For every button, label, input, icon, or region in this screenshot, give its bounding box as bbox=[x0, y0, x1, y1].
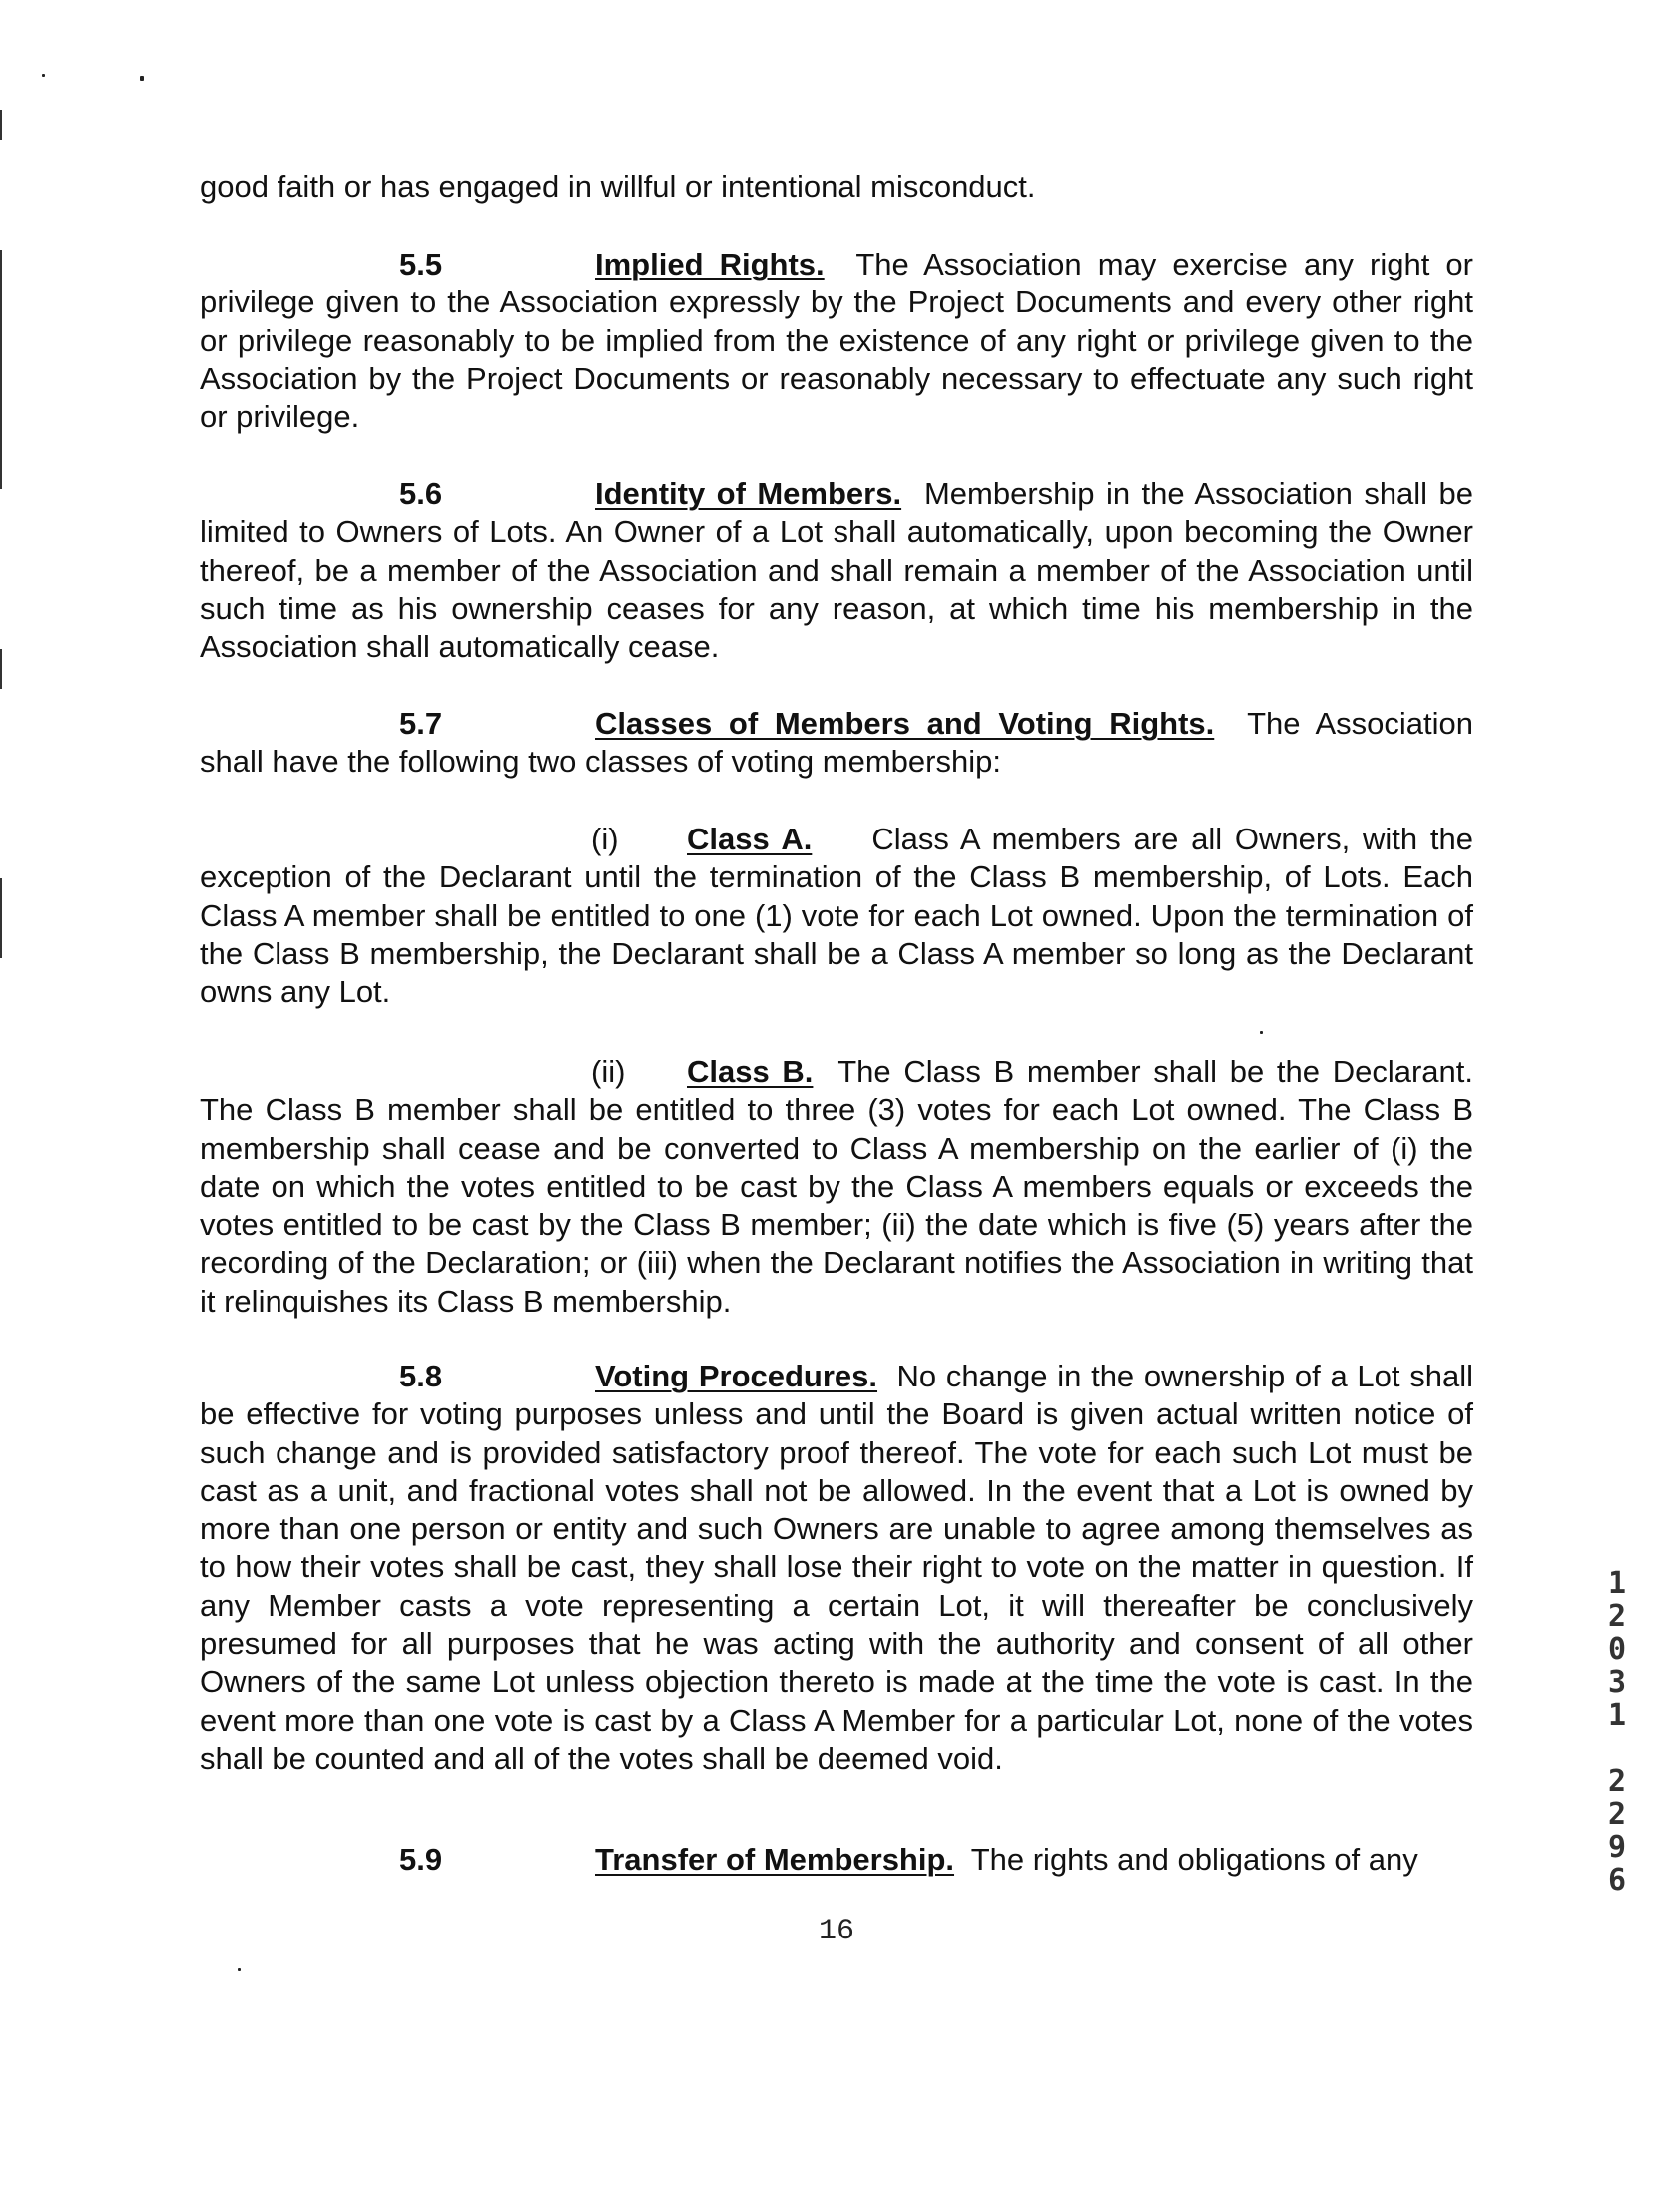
section-body: The Association may exercise any right or privilege given to the Association expressly by the Project Documents and every other right or privilege reasonably to be implied from the existence of any right or privilege given to the Association by the Project Documents or reasonably necessary to effectuate any such right or privilege. bbox=[200, 247, 1473, 435]
section-body: Membership in the Association shall be limited to Owners of Lots. An Owner of a Lot shall automatically, upon becoming the Owner thereof, be a member of the Association and shall remain a member of the Association until such time as his ownership ceases for any reason, at which time his membership in the Association shall automatically cease. bbox=[200, 476, 1473, 665]
subsection-title: Class A. bbox=[687, 822, 813, 856]
section-number: 5.9 bbox=[399, 1842, 443, 1877]
stamp-digit: 6 bbox=[1607, 1863, 1627, 1898]
recording-stamp-group-2 bbox=[1599, 1765, 1635, 1897]
stamp-digit: 1 bbox=[1607, 1698, 1627, 1733]
stamp-digit: 1 bbox=[1607, 1566, 1627, 1601]
stamp-digit: 9 bbox=[1607, 1830, 1627, 1865]
section-title: Implied Rights. bbox=[595, 247, 825, 281]
section-number: 5.8 bbox=[399, 1359, 443, 1393]
stamp-digit: 2 bbox=[1607, 1764, 1627, 1799]
scan-edge-mark bbox=[0, 250, 2, 489]
section-5-7 bbox=[200, 705, 1473, 782]
scan-speck bbox=[238, 1968, 241, 1971]
subsection-body: The Class B member shall be the Declarant. The Class B member shall be entitled to three (3) votes for each Lot owned. The Class B membership shall cease and be converted to Class A membership on the earlier of (i) the date on which the votes entitled to be cast by the Class A members equals or exceeds the votes entitled to be cast by the Class B member; (ii) the date which is five (5) years after the recording of the Declaration; or (iii) when the Declarant notifies the Association in writing that it relinquishes its Class B membership. bbox=[200, 1054, 1473, 1319]
continuation-paragraph bbox=[200, 168, 1473, 206]
section-5-6 bbox=[200, 475, 1473, 666]
subsection-title: Class B. bbox=[687, 1054, 814, 1089]
section-5-5 bbox=[200, 246, 1473, 436]
section-number: 5.7 bbox=[399, 706, 443, 741]
section-5-8 bbox=[200, 1358, 1473, 1778]
scan-edge-mark bbox=[0, 649, 2, 689]
section-title: Voting Procedures. bbox=[595, 1359, 878, 1393]
section-5-9 bbox=[200, 1841, 1473, 1879]
recording-stamp-group-1 bbox=[1599, 1567, 1635, 1732]
stamp-digit: 2 bbox=[1607, 1797, 1627, 1832]
scan-speck bbox=[140, 76, 144, 81]
page-number: 16 bbox=[818, 1915, 854, 1948]
scan-speck bbox=[42, 74, 45, 77]
subsection-body: Class A members are all Owners, with the exception of the Declarant until the termination of the Class B membership, of Lots. Each Class A member shall be entitled to one (1) vote for each Lot owned. Upon the termination of the Class B membership, the Declarant shall be a Class A member so long as the Declarant owns any Lot. bbox=[200, 822, 1473, 1010]
subsection-marker: (ii) bbox=[591, 1054, 626, 1089]
section-5-7-class-a bbox=[200, 821, 1473, 1011]
scan-edge-mark bbox=[0, 878, 2, 958]
section-body: No change in the ownership of a Lot shall be effective for voting purposes unless and until the Board is given actual written notice of such change and is provided satisfactory proof thereof. The vote for each such Lot must be cast as a unit, and fractional votes shall not be allowed. In the event that a Lot is owned by more than one person or entity and such Owners are unable to agree among themselves as to how their votes shall be cast, they shall lose their right to vote on the matter in question. If any Member casts a vote representing a certain Lot, it will thereafter be conclusively presumed for all purposes that he was acting with the authority and consent of all other Owners of the same Lot unless objection thereto is made at the time the vote is cast. In the event more than one vote is cast by a Class A Member for a particular Lot, none of the votes shall be counted and all of the votes shall be deemed void. bbox=[200, 1359, 1473, 1776]
section-title: Classes of Members and Voting Rights. bbox=[595, 706, 1215, 741]
section-title: Identity of Members. bbox=[595, 476, 902, 511]
section-number: 5.6 bbox=[399, 476, 443, 511]
section-body: The Association shall have the following two classes of voting membership: bbox=[200, 706, 1473, 780]
subsection-marker: (i) bbox=[591, 822, 619, 856]
scan-speck bbox=[1260, 1031, 1263, 1034]
continuation-text: good faith or has engaged in willful or intentional misconduct. bbox=[200, 169, 1036, 204]
stamp-digit: 3 bbox=[1607, 1665, 1627, 1700]
section-number: 5.5 bbox=[399, 247, 443, 281]
section-body: The rights and obligations of any bbox=[970, 1842, 1418, 1877]
scan-edge-mark bbox=[0, 110, 2, 140]
stamp-digit: 2 bbox=[1607, 1599, 1627, 1634]
stamp-digit: 0 bbox=[1607, 1632, 1627, 1667]
section-5-7-class-b bbox=[200, 1053, 1473, 1321]
section-title: Transfer of Membership. bbox=[595, 1842, 955, 1877]
